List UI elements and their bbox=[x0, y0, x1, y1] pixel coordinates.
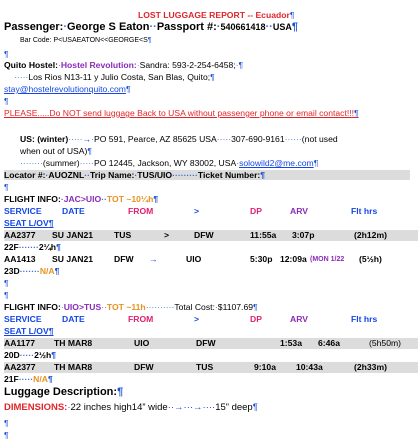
hostel-address: ·····Los Rios N13-11 y Julio Costa, San Blas, Quito;¶ bbox=[14, 72, 215, 82]
hostel-line: Quito Hostel:·Hostel Revolution:·Sandra: 593-2-254-6458;·¶ bbox=[4, 60, 244, 70]
report-title-text: LOST LUGGAGE REPORT -- Ecuador bbox=[138, 10, 290, 20]
blank-paragraph: ¶ bbox=[4, 430, 9, 440]
return-route: UIO>TUS bbox=[63, 302, 102, 312]
layover: 2½h bbox=[34, 350, 52, 360]
flight-number: AA2377 bbox=[4, 230, 36, 240]
layover: N/A bbox=[39, 266, 55, 276]
locator-code: AUOZNL bbox=[48, 170, 85, 180]
us-email-link[interactable]: solowild2@me.com bbox=[239, 158, 314, 168]
hostel-email-link[interactable]: stay@hostelrevolutionquito.com bbox=[4, 84, 126, 94]
seat-row-1: 22F·······2¼h¶ bbox=[4, 242, 61, 252]
hostel-name: Hostel Revolution: bbox=[60, 60, 137, 70]
passenger-name: George S Eaton bbox=[66, 21, 150, 33]
hostel-phone: Sandra: 593-2-254-6458; bbox=[139, 60, 236, 70]
document-page: LOST LUGGAGE REPORT -- Ecuador¶ Passenger:·George S Eaton··Passport #:·540661418··USA¶ Bar Code: P<USAEATON<<GEORGE<S¶ ¶ Quito Hostel:·Hostel Revolution:·Sandra: 593-2-254-6458;·¶ ·····Los Rios N13-11 y Julio Costa, San Blas, Quito;¶ stay@hostelrevolutionquito.com¶ ¶ PLEASE.....Do NOT send luggage Back to USA without passenger phone or email contact!!!¶ US: (winter)·····→·PO 591, Pearce, AZ 85625 USA·····307-690-9161······(not used when out of USA)¶ ········(summer)·····PO 12445, Jackson, WY 83002, USA·solowild2@me.com¶ Locator #:·AUOZNL··Trip Name:·TUS/UIO·········Ticket Number:¶ ¶ FLIGHT INFO:·JAC>UIO··TOT ~10¼h¶ SERVICE DATE FROM > DP ARV Flt hrs SEAT L/OV¶ AA2377 SU JAN21 TUS > DFW 11:55a 3:07p (2h12m) 22F·······2¼h¶ AA1413 SU JAN21 DFW → UIO 5:30p 12:09a (MON 1/22 (5½h) 23D·······N/A¶ ¶ ¶ FLIGHT INFO:·UIO>TUS··TOT ~11h··········Total Cost:·$1107.69¶ SERVICE DATE FROM > DP ARV Flt hrs SEAT L/OV¶ AA1177 TH MAR8 UIO DFW 1:53a 6:46a (5h50m) 20D·····2½h¶ AA2377 TH MAR8 DFW TUS 9:10a 10:43a (2h33m) 21F·····N/A¶ Luggage Description:¶ DIMENSIONS:·22 inches high14” wide··→···→····15” deep¶ ¶ ¶ bbox=[0, 0, 420, 443]
blank-paragraph: ¶ bbox=[4, 182, 9, 192]
layover: N/A bbox=[33, 374, 48, 384]
seat-header: SEAT L/OV¶ bbox=[4, 218, 54, 228]
flight-row-2: AA1413 SU JAN21 DFW → UIO 5:30p 12:09a (MON 1/22 (5½h) bbox=[4, 254, 382, 264]
blank-paragraph: ¶ bbox=[4, 278, 9, 288]
seat-row-3: 20D·····2½h¶ bbox=[4, 350, 57, 360]
flight-info-outbound: FLIGHT INFO:·JAC>UIO··TOT ~10¼h¶ bbox=[4, 194, 159, 204]
blank-paragraph: ¶ bbox=[4, 418, 9, 428]
blank-paragraph: ¶ bbox=[4, 96, 9, 106]
return-total-time: TOT ~11h bbox=[106, 302, 146, 312]
flight-number: AA1413 bbox=[4, 254, 36, 264]
seat: 20D bbox=[4, 350, 20, 360]
dimensions-line: DIMENSIONS:·22 inches high14” wide··→···→····15” deep¶ bbox=[4, 402, 258, 413]
width-value: 14” wide bbox=[131, 402, 168, 413]
seat-row-4: 21F·····N/A¶ bbox=[4, 374, 53, 384]
warning-text: PLEASE.....Do NOT send luggage Back to USA without passenger phone or email contact!!!¶ bbox=[4, 108, 359, 118]
luggage-description-label: Luggage Description:¶ bbox=[4, 386, 124, 398]
flight-row-4: AA2377 TH MAR8 DFW TUS 9:10a 10:43a (2h33m) bbox=[4, 362, 418, 373]
flight-number: AA2377 bbox=[4, 362, 36, 372]
seat-header: SEAT L/OV¶ bbox=[4, 326, 54, 336]
blank-paragraph: ¶ bbox=[4, 49, 9, 59]
flight-row-1: AA2377 SU JAN21 TUS > DFW 11:55a 3:07p (2h12m) bbox=[4, 230, 418, 241]
report-title bbox=[138, 10, 418, 20]
flight-info-return: FLIGHT INFO:·UIO>TUS··TOT ~11h··········Total Cost:·$1107.69¶ bbox=[4, 302, 258, 312]
seat: 21F bbox=[4, 374, 19, 384]
passport-number: 540661418 bbox=[220, 22, 266, 32]
locator-line: Locator #:·AUOZNL··Trip Name:·TUS/UIO·········Ticket Number:¶ bbox=[4, 170, 410, 180]
flight-number: AA1177 bbox=[4, 338, 36, 348]
flight-row-3: AA1177 TH MAR8 UIO DFW 1:53a 6:46a (5h50m) bbox=[4, 338, 418, 349]
seat-row-2: 23D·······N/A¶ bbox=[4, 266, 60, 276]
layover: 2¼h bbox=[38, 242, 57, 252]
total-cost: $1107.69 bbox=[217, 302, 254, 312]
winter-address: PO 591, Pearce, AZ 85625 USA bbox=[94, 134, 217, 144]
pilcrow: ¶ bbox=[289, 10, 295, 20]
us-winter-line: US: (winter)·····→·PO 591, Pearce, AZ 85625 USA·····307-690-9161······(not used bbox=[20, 134, 338, 144]
seat: 22F bbox=[4, 242, 19, 252]
trip-name: TUS/UIO bbox=[137, 170, 173, 180]
outbound-route: JAC>UIO bbox=[63, 194, 102, 204]
seat: 23D bbox=[4, 266, 20, 276]
summer-address: PO 12445, Jackson, WY 83002, USA bbox=[93, 158, 237, 168]
blank-paragraph: ¶ bbox=[4, 290, 9, 300]
us-note-line: when out of USA)¶ bbox=[20, 146, 92, 156]
depth-value: 15” deep bbox=[215, 402, 253, 413]
us-phone: 307-690-9161 bbox=[231, 134, 285, 144]
us-summer-line: ········(summer)·····PO 12445, Jackson, WY 83002, USA·solowild2@me.com¶ bbox=[20, 158, 319, 168]
height-value: 22 inches high bbox=[70, 402, 132, 413]
hostel-email-line: stay@hostelrevolutionquito.com¶ bbox=[4, 84, 131, 94]
passenger-line: Passenger:·George S Eaton··Passport #:·540661418··USA¶ bbox=[4, 21, 298, 33]
barcode-line: Bar Code: P<USAEATON<<GEORGE<S¶ bbox=[20, 37, 152, 44]
dimensions-label: DIMENSIONS: bbox=[4, 402, 68, 413]
outbound-total-time: TOT ~10¼h bbox=[106, 194, 154, 204]
